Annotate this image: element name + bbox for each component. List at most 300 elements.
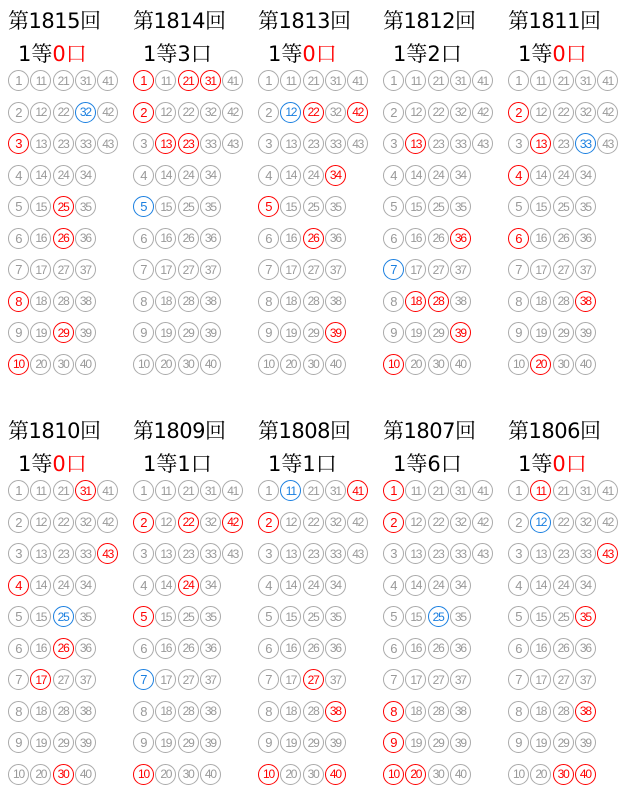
number-row <box>508 160 622 192</box>
number-row <box>133 601 257 633</box>
prize-count: 0口 <box>52 452 87 476</box>
number-32: 32 <box>200 102 221 123</box>
draw-title: 第1809回 <box>133 419 226 443</box>
number-row <box>383 601 507 633</box>
number-21: 21 <box>303 70 324 91</box>
prize-rank-label: 1等 <box>143 452 178 476</box>
number-39: 39 <box>450 732 471 753</box>
draw-title: 第1811回 <box>508 9 601 33</box>
number-17: 17 <box>30 669 51 690</box>
number-4: 4 <box>383 165 404 186</box>
number-2: 2 <box>8 102 29 123</box>
number-row <box>133 538 257 570</box>
number-14: 14 <box>30 165 51 186</box>
number-30: 30 <box>178 764 199 785</box>
number-33: 33 <box>75 543 96 564</box>
number-17: 17 <box>155 669 176 690</box>
number-2: 2 <box>258 512 279 533</box>
number-30: 30 <box>553 764 574 785</box>
number-23: 23 <box>428 133 449 154</box>
number-29: 29 <box>428 732 449 753</box>
number-13: 13 <box>30 543 51 564</box>
number-row <box>133 286 257 318</box>
number-21: 21 <box>303 480 324 501</box>
number-32: 32 <box>75 102 96 123</box>
number-20: 20 <box>155 354 176 375</box>
number-19: 19 <box>280 322 301 343</box>
number-37: 37 <box>200 669 221 690</box>
number-17: 17 <box>280 669 301 690</box>
number-grid <box>258 475 382 790</box>
number-30: 30 <box>428 764 449 785</box>
number-row <box>508 727 622 759</box>
number-22: 22 <box>428 512 449 533</box>
number-9: 9 <box>133 732 154 753</box>
number-12: 12 <box>405 102 426 123</box>
number-18: 18 <box>405 701 426 722</box>
number-32: 32 <box>450 512 471 533</box>
number-7: 7 <box>133 259 154 280</box>
number-22: 22 <box>53 102 74 123</box>
number-34: 34 <box>200 165 221 186</box>
number-row <box>258 97 382 129</box>
number-row <box>383 349 507 381</box>
number-40: 40 <box>325 354 346 375</box>
number-15: 15 <box>30 606 51 627</box>
number-row <box>133 223 257 255</box>
number-1: 1 <box>508 480 529 501</box>
number-22: 22 <box>178 512 199 533</box>
number-35: 35 <box>325 606 346 627</box>
number-15: 15 <box>405 196 426 217</box>
number-9: 9 <box>8 732 29 753</box>
number-row <box>133 128 257 160</box>
number-40: 40 <box>575 354 596 375</box>
number-43: 43 <box>597 543 618 564</box>
number-5: 5 <box>258 196 279 217</box>
number-1: 1 <box>8 480 29 501</box>
number-grid <box>508 475 622 790</box>
number-9: 9 <box>133 322 154 343</box>
number-4: 4 <box>133 575 154 596</box>
number-21: 21 <box>428 70 449 91</box>
number-33: 33 <box>325 543 346 564</box>
number-42: 42 <box>97 512 118 533</box>
number-23: 23 <box>178 133 199 154</box>
number-row <box>508 97 622 129</box>
number-8: 8 <box>133 291 154 312</box>
number-27: 27 <box>53 669 74 690</box>
number-12: 12 <box>405 512 426 533</box>
number-14: 14 <box>155 575 176 596</box>
number-34: 34 <box>200 575 221 596</box>
number-17: 17 <box>405 259 426 280</box>
number-row <box>383 254 507 286</box>
number-10: 10 <box>133 764 154 785</box>
number-34: 34 <box>325 575 346 596</box>
number-row <box>258 759 382 791</box>
number-16: 16 <box>155 228 176 249</box>
number-7: 7 <box>8 669 29 690</box>
number-27: 27 <box>428 669 449 690</box>
number-26: 26 <box>53 638 74 659</box>
number-17: 17 <box>530 259 551 280</box>
number-row <box>133 254 257 286</box>
number-43: 43 <box>97 133 118 154</box>
number-19: 19 <box>405 732 426 753</box>
number-41: 41 <box>472 480 493 501</box>
number-19: 19 <box>530 322 551 343</box>
number-16: 16 <box>280 638 301 659</box>
prize-count: 6口 <box>427 452 462 476</box>
number-40: 40 <box>325 764 346 785</box>
number-31: 31 <box>450 480 471 501</box>
prize-rank-label: 1等 <box>518 452 553 476</box>
number-6: 6 <box>383 228 404 249</box>
number-row <box>383 286 507 318</box>
number-22: 22 <box>53 512 74 533</box>
number-row <box>8 538 132 570</box>
number-30: 30 <box>428 354 449 375</box>
number-row <box>8 759 132 791</box>
number-20: 20 <box>530 354 551 375</box>
number-18: 18 <box>530 701 551 722</box>
number-row <box>133 759 257 791</box>
number-18: 18 <box>530 291 551 312</box>
number-26: 26 <box>428 228 449 249</box>
number-6: 6 <box>508 228 529 249</box>
number-19: 19 <box>155 732 176 753</box>
number-11: 11 <box>280 70 301 91</box>
number-41: 41 <box>347 480 368 501</box>
number-43: 43 <box>347 133 368 154</box>
number-14: 14 <box>280 165 301 186</box>
number-34: 34 <box>450 165 471 186</box>
number-1: 1 <box>133 70 154 91</box>
number-39: 39 <box>575 322 596 343</box>
number-36: 36 <box>75 638 96 659</box>
number-35: 35 <box>450 606 471 627</box>
number-22: 22 <box>553 102 574 123</box>
number-20: 20 <box>30 354 51 375</box>
number-row <box>133 570 257 602</box>
number-12: 12 <box>155 512 176 533</box>
prize-rank-label: 1等 <box>18 42 53 66</box>
number-16: 16 <box>280 228 301 249</box>
number-16: 16 <box>530 228 551 249</box>
number-2: 2 <box>8 512 29 533</box>
number-36: 36 <box>575 228 596 249</box>
number-42: 42 <box>472 102 493 123</box>
number-11: 11 <box>530 70 551 91</box>
number-row <box>508 317 622 349</box>
number-8: 8 <box>383 701 404 722</box>
number-33: 33 <box>200 543 221 564</box>
number-10: 10 <box>258 764 279 785</box>
number-1: 1 <box>258 480 279 501</box>
number-18: 18 <box>280 291 301 312</box>
number-15: 15 <box>155 606 176 627</box>
number-31: 31 <box>575 480 596 501</box>
number-9: 9 <box>258 732 279 753</box>
prize-rank-label: 1等 <box>393 42 428 66</box>
number-row <box>508 191 622 223</box>
prize-rank-label: 1等 <box>268 452 303 476</box>
number-20: 20 <box>530 764 551 785</box>
prize-rank-label: 1等 <box>143 42 178 66</box>
number-28: 28 <box>428 701 449 722</box>
number-12: 12 <box>530 512 551 533</box>
number-28: 28 <box>303 701 324 722</box>
prize-winners <box>518 38 587 68</box>
number-7: 7 <box>508 669 529 690</box>
number-40: 40 <box>75 764 96 785</box>
number-row <box>8 696 132 728</box>
number-1: 1 <box>383 70 404 91</box>
number-7: 7 <box>508 259 529 280</box>
number-row <box>383 128 507 160</box>
number-24: 24 <box>553 165 574 186</box>
number-42: 42 <box>97 102 118 123</box>
number-10: 10 <box>508 354 529 375</box>
number-26: 26 <box>53 228 74 249</box>
number-37: 37 <box>200 259 221 280</box>
number-8: 8 <box>258 701 279 722</box>
number-14: 14 <box>155 165 176 186</box>
number-43: 43 <box>472 543 493 564</box>
number-row <box>383 97 507 129</box>
number-35: 35 <box>200 196 221 217</box>
prize-count: 3口 <box>177 42 212 66</box>
number-23: 23 <box>303 133 324 154</box>
number-row <box>258 65 382 97</box>
number-38: 38 <box>325 701 346 722</box>
draw-title: 第1813回 <box>258 9 351 33</box>
number-22: 22 <box>178 102 199 123</box>
number-40: 40 <box>450 764 471 785</box>
number-3: 3 <box>383 133 404 154</box>
number-row <box>258 507 382 539</box>
number-13: 13 <box>155 133 176 154</box>
number-20: 20 <box>30 764 51 785</box>
number-41: 41 <box>97 480 118 501</box>
number-row <box>8 97 132 129</box>
number-7: 7 <box>258 669 279 690</box>
number-row <box>383 727 507 759</box>
number-3: 3 <box>258 543 279 564</box>
number-31: 31 <box>200 480 221 501</box>
number-43: 43 <box>597 133 618 154</box>
number-24: 24 <box>53 575 74 596</box>
number-16: 16 <box>30 638 51 659</box>
number-row <box>133 507 257 539</box>
number-32: 32 <box>75 512 96 533</box>
prize-winners <box>268 38 337 68</box>
number-row <box>258 286 382 318</box>
number-5: 5 <box>508 606 529 627</box>
number-38: 38 <box>75 291 96 312</box>
number-19: 19 <box>30 322 51 343</box>
number-29: 29 <box>53 322 74 343</box>
number-21: 21 <box>53 70 74 91</box>
number-41: 41 <box>347 70 368 91</box>
number-8: 8 <box>258 291 279 312</box>
number-26: 26 <box>428 638 449 659</box>
number-row <box>133 65 257 97</box>
number-31: 31 <box>325 70 346 91</box>
number-12: 12 <box>280 102 301 123</box>
number-14: 14 <box>405 165 426 186</box>
number-row <box>133 475 257 507</box>
number-38: 38 <box>450 701 471 722</box>
number-grid <box>383 475 507 790</box>
number-26: 26 <box>178 638 199 659</box>
number-23: 23 <box>53 543 74 564</box>
number-2: 2 <box>508 102 529 123</box>
number-13: 13 <box>280 133 301 154</box>
number-33: 33 <box>325 133 346 154</box>
number-7: 7 <box>383 669 404 690</box>
prize-rank-label: 1等 <box>18 452 53 476</box>
number-row <box>258 475 382 507</box>
number-36: 36 <box>325 638 346 659</box>
number-14: 14 <box>530 575 551 596</box>
number-24: 24 <box>303 165 324 186</box>
prize-count: 1口 <box>302 452 337 476</box>
number-24: 24 <box>53 165 74 186</box>
number-18: 18 <box>30 291 51 312</box>
number-row <box>8 570 132 602</box>
number-28: 28 <box>178 291 199 312</box>
number-13: 13 <box>530 133 551 154</box>
number-11: 11 <box>280 480 301 501</box>
number-43: 43 <box>222 543 243 564</box>
number-row <box>258 538 382 570</box>
number-row <box>258 128 382 160</box>
number-43: 43 <box>97 543 118 564</box>
number-6: 6 <box>8 228 29 249</box>
number-19: 19 <box>405 322 426 343</box>
number-row <box>133 633 257 665</box>
number-5: 5 <box>8 196 29 217</box>
number-17: 17 <box>405 669 426 690</box>
number-14: 14 <box>280 575 301 596</box>
number-23: 23 <box>553 543 574 564</box>
number-row <box>133 160 257 192</box>
prize-winners <box>18 38 87 68</box>
number-36: 36 <box>450 638 471 659</box>
number-grid <box>8 475 132 790</box>
number-4: 4 <box>258 165 279 186</box>
number-3: 3 <box>508 543 529 564</box>
number-29: 29 <box>303 322 324 343</box>
number-4: 4 <box>133 165 154 186</box>
number-row <box>8 128 132 160</box>
number-12: 12 <box>530 102 551 123</box>
number-3: 3 <box>8 133 29 154</box>
number-6: 6 <box>8 638 29 659</box>
number-25: 25 <box>178 606 199 627</box>
number-43: 43 <box>347 543 368 564</box>
number-21: 21 <box>428 480 449 501</box>
number-26: 26 <box>553 228 574 249</box>
number-27: 27 <box>178 669 199 690</box>
number-17: 17 <box>280 259 301 280</box>
number-6: 6 <box>258 638 279 659</box>
number-row <box>8 286 132 318</box>
number-row <box>383 759 507 791</box>
number-33: 33 <box>200 133 221 154</box>
number-grid <box>508 65 622 380</box>
number-35: 35 <box>200 606 221 627</box>
number-21: 21 <box>553 480 574 501</box>
number-21: 21 <box>178 480 199 501</box>
number-3: 3 <box>258 133 279 154</box>
number-27: 27 <box>303 259 324 280</box>
number-8: 8 <box>508 701 529 722</box>
number-37: 37 <box>450 259 471 280</box>
number-1: 1 <box>508 70 529 91</box>
number-26: 26 <box>303 638 324 659</box>
number-16: 16 <box>155 638 176 659</box>
number-39: 39 <box>75 732 96 753</box>
number-36: 36 <box>75 228 96 249</box>
number-grid <box>258 65 382 380</box>
number-row <box>508 507 622 539</box>
number-37: 37 <box>575 259 596 280</box>
number-5: 5 <box>8 606 29 627</box>
draw-title: 第1808回 <box>258 419 351 443</box>
number-row <box>8 727 132 759</box>
number-14: 14 <box>530 165 551 186</box>
number-row <box>258 727 382 759</box>
number-40: 40 <box>575 764 596 785</box>
number-39: 39 <box>200 732 221 753</box>
number-35: 35 <box>450 196 471 217</box>
number-34: 34 <box>325 165 346 186</box>
number-5: 5 <box>133 196 154 217</box>
number-42: 42 <box>472 512 493 533</box>
number-2: 2 <box>383 512 404 533</box>
number-16: 16 <box>405 228 426 249</box>
number-20: 20 <box>280 354 301 375</box>
number-28: 28 <box>53 291 74 312</box>
number-31: 31 <box>575 70 596 91</box>
number-39: 39 <box>325 322 346 343</box>
number-1: 1 <box>258 70 279 91</box>
number-27: 27 <box>553 259 574 280</box>
number-7: 7 <box>133 669 154 690</box>
number-2: 2 <box>133 512 154 533</box>
number-30: 30 <box>303 764 324 785</box>
number-3: 3 <box>133 543 154 564</box>
number-32: 32 <box>450 102 471 123</box>
number-29: 29 <box>53 732 74 753</box>
number-41: 41 <box>597 480 618 501</box>
number-24: 24 <box>553 575 574 596</box>
number-34: 34 <box>575 165 596 186</box>
number-35: 35 <box>575 196 596 217</box>
number-24: 24 <box>303 575 324 596</box>
number-20: 20 <box>155 764 176 785</box>
number-9: 9 <box>383 732 404 753</box>
number-22: 22 <box>303 512 324 533</box>
number-row <box>8 223 132 255</box>
number-41: 41 <box>97 70 118 91</box>
number-23: 23 <box>428 543 449 564</box>
number-40: 40 <box>200 354 221 375</box>
prize-winners <box>18 448 87 478</box>
